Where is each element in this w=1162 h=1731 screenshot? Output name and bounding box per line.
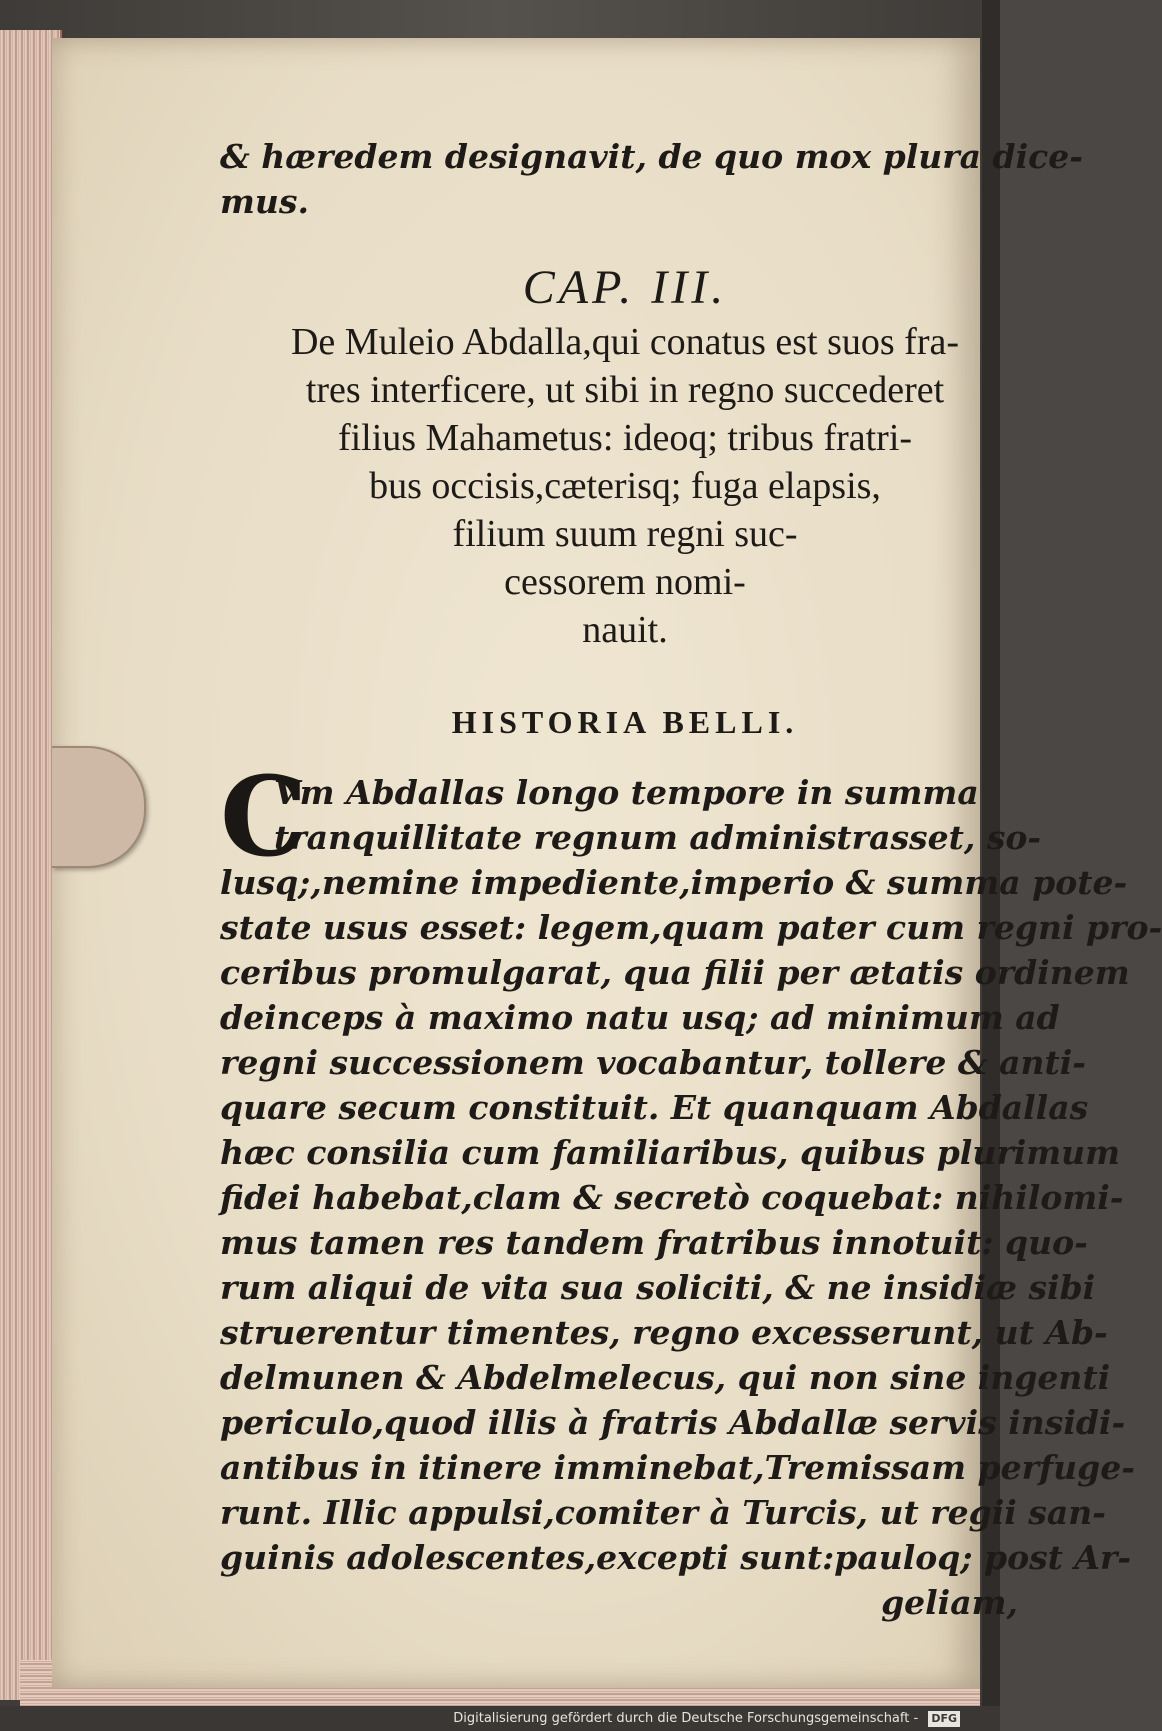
text-line: state usus esset: legem,quam pater cum regni pro- (220, 908, 1162, 947)
text-line: delmunen & Abdelmelecus, qui non sine ingenti (220, 1358, 1111, 1397)
text-line: deinceps à maximo natu usq; ad minimum ad (220, 998, 1060, 1037)
text-line: struerentur timentes, regno excesserunt, ut Ab- (220, 1313, 1108, 1352)
bookmark-clip (52, 746, 146, 868)
heading-line: tres interficere, ut sibi in regno succederet (305, 369, 945, 411)
chapter-title: CAP. III. (522, 261, 728, 314)
drop-cap: C (220, 752, 308, 881)
text-line: quare secum constituit. Et quanquam Abdallas (220, 1088, 1089, 1127)
text-line: regni successionem vocabantur, tollere & anti- (220, 1043, 1086, 1082)
text-line: rum aliqui de vita sua soliciti, & ne insidiæ sibi (220, 1268, 1096, 1307)
text-line: periculo,quod illis à fratris Abdallæ servis insidi- (220, 1403, 1126, 1442)
book-page (52, 38, 1162, 1688)
heading-line: bus occisis,cæterisq; fuga elapsis, (369, 465, 881, 507)
text-line: ceribus promulgarat, qua filii per ætatis ordinem (220, 953, 1130, 992)
text-line: guinis adolescentes,excepti sunt:pauloq; post Ar- (220, 1538, 1132, 1577)
heading-line: nauit. (582, 609, 668, 651)
page-text (220, 134, 1162, 1625)
footer-text: Digitalisierung gefördert durch die Deutsche Forschungsgemeinschaft - (453, 1711, 919, 1726)
dfg-logo: DFG (928, 1711, 960, 1727)
text-line: hæc consilia cum familiaribus, quibus plurimum (220, 1133, 1121, 1172)
text-line: runt. Illic appulsi,comiter à Turcis, ut regii san- (220, 1493, 1106, 1532)
heading-line: cessorem nomi- (504, 561, 746, 603)
heading-line: De Muleio Abdalla,qui conatus est suos fra- (290, 321, 960, 363)
heading-line: filius Mahametus: ideoq; tribus fratri- (337, 417, 913, 459)
text-line: fidei habebat,clam & secretò coquebat: nihilomi- (220, 1178, 1124, 1217)
text-line: tranquillitate regnum administrasset, so- (274, 818, 1042, 857)
catchword: geliam, (881, 1583, 1018, 1622)
section-title: HISTORIA BELLI. (451, 704, 799, 740)
text-line: antibus in itinere imminebat,Tremissam perfuge- (220, 1448, 1135, 1487)
text-line: Vm Abdallas longo tempore in summa (274, 773, 979, 812)
text-line: & hæredem designavit, de quo mox plura dice- (220, 137, 1083, 176)
text-line: mus tamen res tandem fratribus innotuit: quo- (220, 1223, 1088, 1262)
heading-line: filium suum regni suc- (452, 513, 798, 555)
chapter-heading (220, 318, 1030, 654)
text-line: mus. (220, 182, 309, 221)
digitization-footer (0, 1706, 1000, 1731)
text-line: lusq;,nemine impediente,imperio & summa pote- (220, 863, 1128, 902)
body-text (220, 752, 1162, 1625)
